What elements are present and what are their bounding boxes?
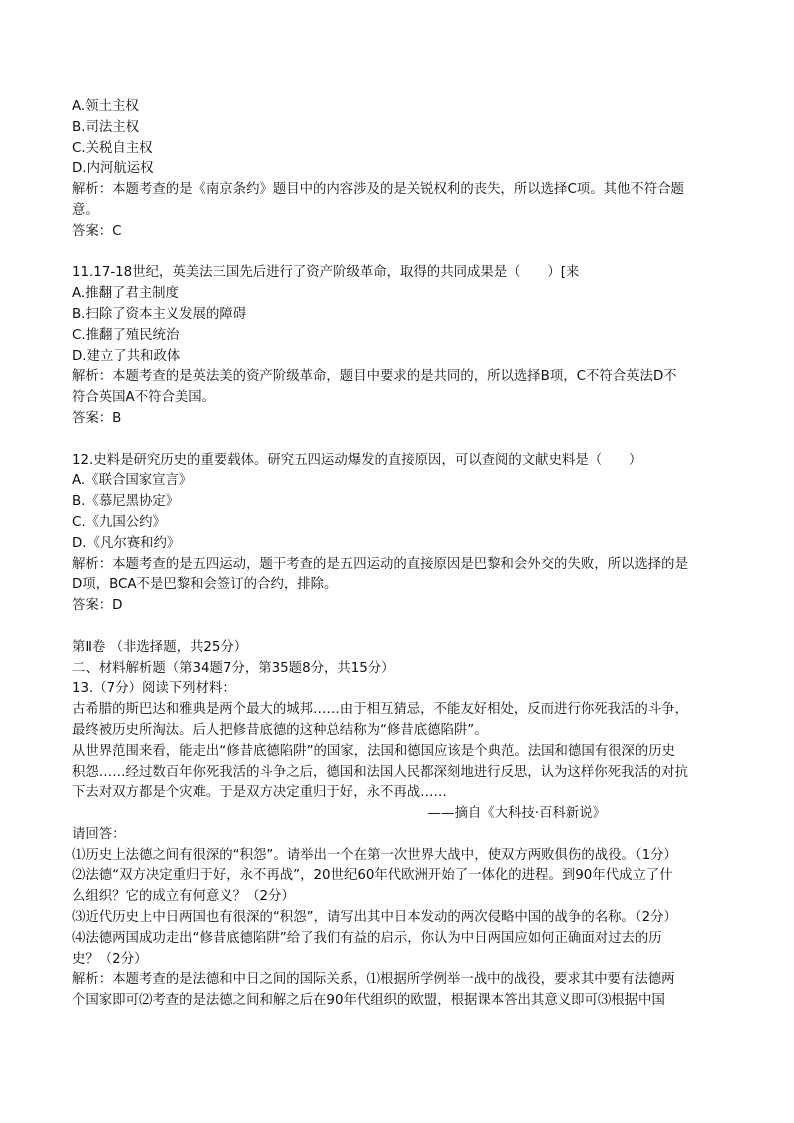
q12-option-a: A.《联合国家宣言》 [72, 473, 193, 489]
q11-analysis-line-2: 符合英国A不符合美国。 [72, 390, 216, 406]
page-content [72, 97, 724, 1012]
q11-analysis-line-1: 解析：本题考查的是英法美的资产阶级革命，题目中要求的是共同的，所以选择B项，C不符合英法D不 [72, 369, 677, 385]
part-2-header [72, 638, 724, 680]
q11-option-b: B.扫除了资本主义发展的障碍 [72, 306, 247, 322]
question-12 [72, 451, 724, 617]
q10-analysis-line-2: 意。 [72, 202, 99, 218]
q11-answer: 答案：B [72, 410, 122, 426]
q13-material-line-5: 下去对双方都是个灾难。于是双方决定重归于好，永不再战…… [72, 785, 447, 801]
q13-sub-question-1: ⑴历史上法德之间有很深的“积怨”。请举出一个在第一次世界大战中，使双方两败俱伤的战役。（1分） [72, 847, 677, 863]
q13-material-line-1: 古希腊的斯巴达和雅典是两个最大的城邦……由于相互猜忌，不能友好相处，反而进行你死我活的斗争， [72, 702, 688, 718]
q13-sub-question-3: ⑶近代历史上中日两国也有很深的“积怨”，请写出其中日本发动的两次侵略中国的战争的名称。（2分） [72, 910, 677, 926]
q11-option-d: D.建立了共和政体 [72, 348, 181, 364]
q13-analysis-line-2: 个国家即可⑵考查的是法德之间和解之后在90年代组织的欧盟，根据课本答出其意义即可⑶根据中国 [72, 993, 665, 1009]
question-11 [72, 263, 724, 429]
q13-sub-question-2-line-1: ⑵法德“双方决定重归于好，永不再战”，20世纪60年代欧洲开始了一体化的进程。到90年代成立了什 [72, 868, 673, 884]
volume-title: 第Ⅱ卷 （非选择题，共25分） [72, 639, 248, 655]
q12-answer: 答案：D [72, 598, 123, 614]
q13-sub-question-4-line-1: ⑷法德两国成功走出“修昔底德陷阱”给了我们有益的启示，你认为中日两国应如何正确面对过去的历 [72, 930, 662, 946]
spacer [72, 430, 724, 451]
q11-stem: 11.17-18世纪，英美法三国先后进行了资产阶级革命，取得的共同成果是（ ）[来 [72, 265, 580, 281]
q10-option-d: D.内河航运权 [72, 161, 154, 177]
q10-option-c: C.关税自主权 [72, 140, 153, 156]
q13-prompt: 请回答： [72, 826, 126, 842]
spacer [72, 243, 724, 264]
spacer [72, 617, 724, 638]
q13-sub-question-2-line-2: 么组织？它的成立有何意义？（2分） [72, 889, 295, 905]
q13-analysis-line-1: 解析：本题考查的是法德和中日之间的国际关系，⑴根据所学例举一战中的战役，要求其中要有法德两 [72, 972, 675, 988]
q12-analysis-line-2: D项，BCA不是巴黎和会签订的合约，排除。 [72, 577, 338, 593]
q12-option-d: D.《凡尔赛和约》 [72, 535, 181, 551]
q13-material-line-4: 积怨……经过数百年你死我活的斗争之后，德国和法国人民都深刻地进行反思，认为这样你死我活的对抗 [72, 764, 688, 780]
q13-stem: 13.（7分）阅读下列材料： [72, 681, 236, 697]
q10-analysis-line-1: 解析：本题考查的是《南京条约》题目中的内容涉及的是关锐权利的丧失，所以选择C项。其他不符合题 [72, 182, 684, 198]
question-13 [72, 679, 724, 1012]
q12-analysis-line-1: 解析：本题考查的是五四运动，题干考查的是五四运动的直接原因是巴黎和会外交的失败，所以选择的是 [72, 556, 688, 572]
q13-source-citation: ——摘自《大科技·百科新说》 [427, 806, 606, 822]
q10-option-a: A.领土主权 [72, 99, 139, 114]
question-10-tail [72, 97, 724, 243]
q12-option-b: B.《慕尼黑协定》 [72, 494, 180, 510]
q10-answer: 答案：C [72, 223, 122, 239]
q12-stem: 12.史料是研究历史的重要载体。研究五四运动爆发的直接原因，可以查阅的文献史料是（ ） [72, 452, 643, 468]
q10-option-b: B.司法主权 [72, 119, 140, 135]
q13-sub-question-4-line-2: 史？（2分） [72, 951, 148, 967]
q12-option-c: C.《九国公约》 [72, 514, 166, 530]
q13-material-line-3: 从世界范围来看，能走出“修昔底德陷阱”的国家，法国和德国应该是个典范。法国和德国有很深的历史 [72, 743, 676, 759]
q13-material-line-2: 最终被历史所淘汰。后人把修昔底德的这种总结称为“修昔底德陷阱”。 [72, 722, 488, 738]
section-title: 二、材料解析题（第34题7分，第35题8分，共15分） [72, 660, 395, 676]
q11-option-c: C.推翻了殖民统治 [72, 327, 180, 343]
q11-option-a: A.推翻了君主制度 [72, 286, 179, 302]
